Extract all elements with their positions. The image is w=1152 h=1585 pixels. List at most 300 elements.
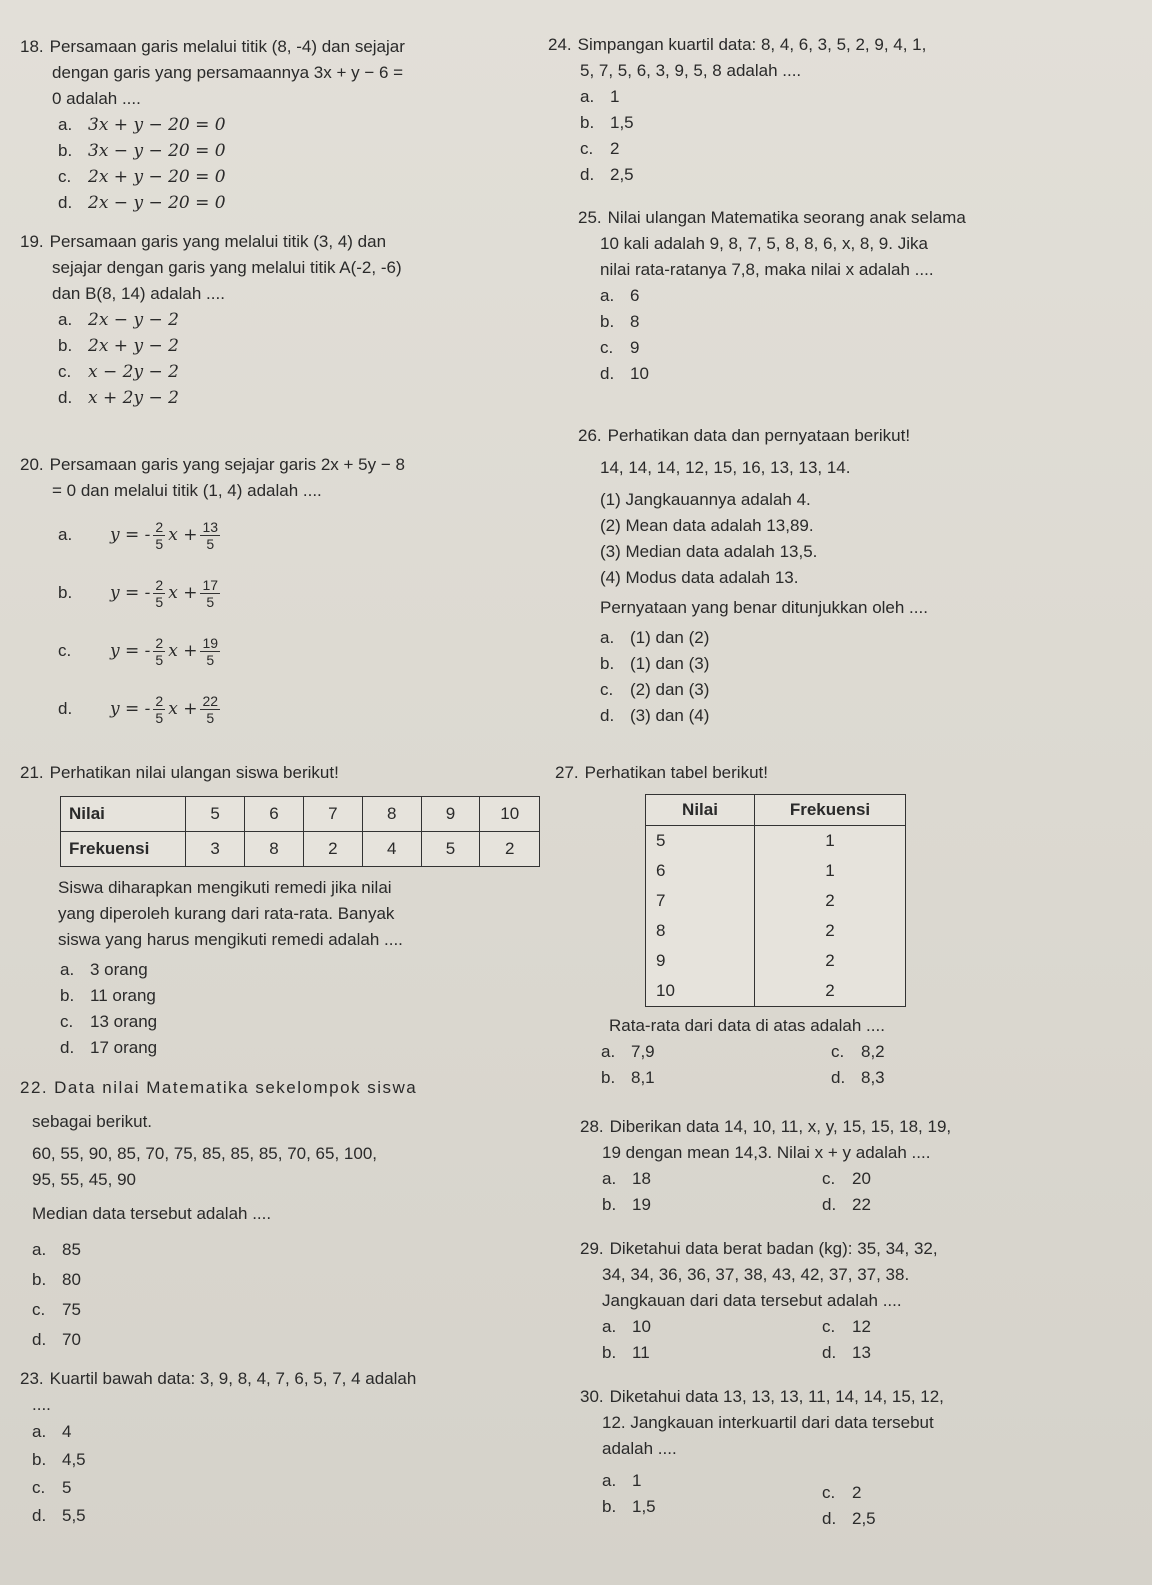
q26-option-a[interactable] — [600, 625, 1148, 651]
q27-option-a-text: 7,9 — [631, 1042, 655, 1061]
q21-option-a-letter: a. — [60, 960, 75, 979]
q22-option-a[interactable] — [32, 1235, 540, 1265]
q26-option-c[interactable] — [600, 677, 1148, 703]
q28-option-a-letter: a. — [602, 1169, 617, 1188]
q25-option-b-letter: b. — [600, 312, 615, 331]
q20-option-c-den-1: 5 — [155, 651, 164, 668]
q27-option-d[interactable] — [831, 1065, 1051, 1091]
q18-option-c-text: 2x + y − 20 = 0 — [88, 167, 226, 187]
q21-header-nilai: Nilai — [61, 797, 186, 832]
q25-option-c-text: 9 — [630, 338, 640, 357]
q20-option-b-mid: x + — [168, 583, 198, 603]
q22-stem-line-2: sebagai berikut. — [32, 1112, 153, 1131]
q23-option-c-letter: c. — [32, 1478, 46, 1497]
q20-number: 20. — [20, 455, 44, 474]
q20-options — [20, 510, 540, 734]
q29-option-c-text: 12 — [852, 1317, 871, 1336]
q30-option-d[interactable] — [822, 1506, 1042, 1532]
q29-option-d[interactable] — [822, 1340, 1042, 1366]
q27-option-c-text: 8,2 — [861, 1042, 885, 1061]
q26-stem-line-2: 14, 14, 14, 12, 15, 16, 13, 13, 14. — [600, 458, 851, 477]
q19-option-d-text: x + 2y − 2 — [88, 388, 179, 408]
q29-option-d-letter: d. — [822, 1343, 837, 1362]
q21-option-c[interactable] — [60, 1009, 540, 1035]
q21-after-line-3: siswa yang harus mengikuti remedi adalah .... — [58, 930, 403, 949]
q22-option-c-letter: c. — [32, 1300, 46, 1319]
q26-options — [578, 625, 1148, 729]
q26-stem-text-1: Perhatikan data dan pernyataan berikut! — [607, 426, 911, 445]
q21-option-d[interactable] — [60, 1035, 540, 1061]
q24-option-b-letter: b. — [580, 113, 595, 132]
table-row — [646, 916, 906, 946]
q22-option-d-text: 70 — [62, 1330, 81, 1349]
q20-option-c[interactable] — [58, 626, 540, 676]
q20-option-b-frac-2 — [200, 577, 220, 610]
q18-option-a[interactable] — [58, 112, 530, 138]
q25-option-c[interactable] — [600, 335, 1148, 361]
question-30 — [580, 1384, 1145, 1532]
q25-option-d-text: 10 — [630, 364, 649, 383]
q29-stem-line-1 — [580, 1236, 1140, 1262]
q30-option-c-text: 2 — [852, 1483, 862, 1502]
q30-option-b-letter: b. — [602, 1497, 617, 1516]
q21-option-a-text: 3 orang — [90, 960, 148, 979]
q26-option-d-letter: d. — [600, 706, 615, 725]
q24-option-c[interactable] — [580, 136, 1138, 162]
q25-option-a-letter: a. — [600, 286, 615, 305]
q27-frekuensi-cell: 2 — [755, 916, 906, 946]
q19-stem-text-1: Persamaan garis yang melalui titik (3, 4) dan — [49, 232, 387, 251]
q20-option-c-frac-1 — [153, 635, 165, 668]
q19-option-a-letter: a. — [58, 310, 73, 329]
q27-nilai-cell: 7 — [646, 886, 755, 916]
q21-frekuensi-cell: 4 — [362, 832, 421, 867]
q24-option-b[interactable] — [580, 110, 1138, 136]
q21-options — [20, 957, 540, 1061]
q23-stem-line-1 — [20, 1366, 550, 1392]
q19-options — [20, 307, 540, 411]
q27-frekuensi-cell: 2 — [755, 886, 906, 916]
q22-option-b-letter: b. — [32, 1270, 47, 1289]
q21-option-d-letter: d. — [60, 1038, 75, 1057]
table-row — [646, 976, 906, 1007]
q20-option-a-frac-1 — [153, 519, 165, 552]
q23-option-b-letter: b. — [32, 1450, 47, 1469]
table-row — [646, 946, 906, 976]
q20-option-d-den-1: 5 — [155, 709, 164, 726]
q20-option-b-num-1: 2 — [155, 576, 164, 593]
q20-option-a-num-2: 13 — [202, 518, 219, 535]
q29-option-c[interactable] — [822, 1314, 1042, 1340]
q30-option-b[interactable] — [602, 1494, 822, 1520]
q24-option-b-text: 1,5 — [610, 113, 634, 132]
q21-option-b[interactable] — [60, 983, 540, 1009]
q24-number: 24. — [548, 35, 572, 54]
q29-stem-line-2: 34, 34, 36, 36, 37, 38, 43, 42, 37, 37, 38. — [602, 1265, 910, 1284]
q27-frekuensi-cell: 2 — [755, 976, 906, 1007]
q18-option-d-text: 2x − y − 20 = 0 — [88, 193, 226, 213]
q24-option-c-letter: c. — [580, 139, 594, 158]
table-row — [646, 856, 906, 886]
q29-option-c-letter: c. — [822, 1317, 836, 1336]
q28-option-d[interactable] — [822, 1192, 1042, 1218]
q21-header-frekuensi: Frekuensi — [61, 832, 186, 867]
q27-option-b-text: 8,1 — [631, 1068, 655, 1087]
question-23 — [20, 1366, 550, 1530]
q23-option-d[interactable] — [32, 1502, 550, 1530]
q21-frequency-table — [60, 796, 540, 867]
q20-stem-line-2: = 0 dan melalui titik (1, 4) adalah .... — [52, 481, 322, 500]
q22-stem-line-1 — [20, 1075, 540, 1101]
q21-option-b-letter: b. — [60, 986, 75, 1005]
q18-option-a-letter: a. — [58, 115, 73, 134]
q21-option-b-text: 11 orang — [90, 986, 156, 1005]
q27-option-d-letter: d. — [831, 1068, 846, 1087]
table-row — [646, 826, 906, 857]
q26-option-b[interactable] — [600, 651, 1148, 677]
q20-option-a-frac-2 — [200, 519, 220, 552]
q19-stem-line-2: sejajar dengan garis yang melalui titik A(-2, -6) — [52, 258, 402, 277]
q20-option-b-prefix: y = - — [110, 583, 151, 603]
q25-option-d[interactable] — [600, 361, 1148, 387]
q24-option-c-text: 2 — [610, 139, 620, 158]
q30-option-b-text: 1,5 — [632, 1497, 656, 1516]
q29-options-col-2 — [822, 1314, 1042, 1366]
q18-option-b[interactable] — [58, 138, 530, 164]
q27-option-b-letter: b. — [601, 1068, 616, 1087]
q21-frekuensi-cell: 8 — [245, 832, 304, 867]
q24-stem-text-1: Simpangan kuartil data: 8, 4, 6, 3, 5, 2, 9, 4, 1, — [577, 35, 927, 54]
q20-option-d[interactable] — [58, 684, 540, 734]
q18-option-c-letter: c. — [58, 167, 72, 186]
q30-options-col-1 — [602, 1468, 822, 1532]
q27-nilai-cell: 9 — [646, 946, 755, 976]
q28-stem-line-2: 19 dengan mean 14,3. Nilai x + y adalah .... — [602, 1143, 931, 1162]
q25-option-c-letter: c. — [600, 338, 614, 357]
q26-option-d-text: (3) dan (4) — [630, 706, 710, 725]
q22-option-b[interactable] — [32, 1265, 540, 1295]
q30-option-d-text: 2,5 — [852, 1509, 876, 1528]
q20-option-a-mid: x + — [168, 525, 198, 545]
q27-option-c-letter: c. — [831, 1042, 845, 1061]
q18-option-b-text: 3x − y − 20 = 0 — [88, 141, 226, 161]
q21-table-row-frekuensi — [61, 832, 540, 867]
q21-frekuensi-cell: 3 — [186, 832, 245, 867]
q22-option-c[interactable] — [32, 1295, 540, 1325]
q19-option-c[interactable] — [58, 359, 540, 385]
q20-option-b-letter: b. — [58, 583, 73, 602]
q24-stem-line-1 — [548, 32, 1138, 58]
q28-option-b-letter: b. — [602, 1195, 617, 1214]
q23-stem-line-2: .... — [32, 1395, 51, 1414]
q26-option-d[interactable] — [600, 703, 1148, 729]
q28-number: 28. — [580, 1117, 604, 1136]
q20-option-a[interactable] — [58, 510, 540, 560]
q29-option-b[interactable] — [602, 1340, 822, 1366]
q24-option-a-text: 1 — [610, 87, 620, 106]
q30-option-d-letter: d. — [822, 1509, 837, 1528]
q22-option-b-text: 80 — [62, 1270, 81, 1289]
q18-option-b-letter: b. — [58, 141, 73, 160]
q22-option-d-letter: d. — [32, 1330, 47, 1349]
q22-number: 22. — [20, 1078, 49, 1097]
q19-option-a[interactable] — [58, 307, 540, 333]
q27-nilai-cell: 5 — [646, 826, 755, 857]
q23-option-b-text: 4,5 — [62, 1450, 86, 1469]
q22-option-c-text: 75 — [62, 1300, 81, 1319]
q25-stem-text-1: Nilai ulangan Matematika seorang anak selama — [607, 208, 966, 227]
question-29 — [580, 1236, 1140, 1366]
q19-option-c-text: x − 2y − 2 — [88, 362, 179, 382]
q20-option-d-frac-1 — [153, 693, 165, 726]
q27-table-header-row — [646, 795, 906, 826]
q20-option-c-mid: x + — [168, 641, 198, 661]
q25-option-b[interactable] — [600, 309, 1148, 335]
question-22 — [20, 1075, 540, 1355]
q26-stem-line-3: Pernyataan yang benar ditunjukkan oleh .... — [600, 598, 928, 617]
q24-stem-line-2: 5, 7, 5, 6, 3, 9, 5, 8 adalah .... — [580, 61, 802, 80]
q20-option-c-prefix: y = - — [110, 641, 151, 661]
q27-after-line: Rata-rata dari data di atas adalah .... — [609, 1016, 885, 1035]
q22-option-a-text: 85 — [62, 1240, 81, 1259]
q20-option-d-num-1: 2 — [155, 692, 164, 709]
q20-option-a-num-1: 2 — [155, 518, 164, 535]
q20-option-b[interactable] — [58, 568, 540, 618]
q23-number: 23. — [20, 1369, 44, 1388]
q21-after-line-1: Siswa diharapkan mengikuti remedi jika nilai — [58, 878, 392, 897]
q24-option-d-letter: d. — [580, 165, 595, 184]
q27-option-b[interactable] — [601, 1065, 821, 1091]
q30-options — [580, 1468, 1145, 1532]
q30-option-a[interactable] — [602, 1468, 822, 1494]
question-18 — [20, 34, 530, 216]
q21-stem-line — [20, 760, 540, 786]
q27-number: 27. — [555, 763, 579, 782]
q28-option-c[interactable] — [822, 1166, 1042, 1192]
q27-frekuensi-cell: 1 — [755, 826, 906, 857]
q27-nilai-cell: 10 — [646, 976, 755, 1007]
q27-nilai-cell: 8 — [646, 916, 755, 946]
question-25 — [578, 205, 1148, 387]
q20-option-c-frac-2 — [200, 635, 220, 668]
q28-option-c-text: 20 — [852, 1169, 871, 1188]
q23-option-d-text: 5,5 — [62, 1506, 86, 1525]
q26-option-b-text: (1) dan (3) — [630, 654, 710, 673]
q20-option-c-den-2: 5 — [206, 651, 215, 668]
q21-frekuensi-cell: 2 — [303, 832, 362, 867]
q27-stem-text: Perhatikan tabel berikut! — [584, 763, 768, 782]
q22-option-d[interactable] — [32, 1325, 540, 1355]
q25-option-b-text: 8 — [630, 312, 640, 331]
q27-option-c[interactable] — [831, 1039, 1051, 1065]
q27-frekuensi-cell: 1 — [755, 856, 906, 886]
q29-stem-text-1: Diketahui data berat badan (kg): 35, 34, 32, — [609, 1239, 938, 1258]
q29-option-b-letter: b. — [602, 1343, 617, 1362]
q20-option-d-letter: d. — [58, 699, 73, 718]
q27-options-col-1 — [601, 1039, 821, 1091]
q26-statement: (1) Jangkauannya adalah 4. — [600, 490, 811, 509]
q20-option-a-den-1: 5 — [155, 535, 164, 552]
q28-options — [580, 1166, 1140, 1218]
q26-stem-line-1 — [578, 423, 1148, 449]
q19-stem-line-1 — [20, 229, 540, 255]
q20-option-a-prefix: y = - — [110, 525, 151, 545]
q30-option-c-letter: c. — [822, 1483, 836, 1502]
q23-option-b[interactable] — [32, 1446, 550, 1474]
q29-option-a-letter: a. — [602, 1317, 617, 1336]
q26-statements — [578, 487, 1148, 591]
q26-option-a-text: (1) dan (2) — [630, 628, 710, 647]
q21-nilai-cell: 9 — [421, 797, 480, 832]
q30-stem-text-1: Diketahui data 13, 13, 13, 11, 14, 14, 15, 12, — [609, 1387, 944, 1406]
q20-option-c-num-1: 2 — [155, 634, 164, 651]
q22-stem-line-4: 95, 55, 45, 90 — [32, 1170, 136, 1189]
q22-stem-line-3: 60, 55, 90, 85, 70, 75, 85, 85, 85, 70, 65, 100, — [32, 1144, 377, 1163]
q30-options-col-2 — [822, 1468, 1042, 1532]
q24-option-d[interactable] — [580, 162, 1138, 188]
q22-stem-text-1: Data nilai Matematika sekelompok siswa — [54, 1078, 418, 1097]
q25-option-a[interactable] — [600, 283, 1148, 309]
q19-option-b[interactable] — [58, 333, 540, 359]
q19-option-b-text: 2x + y − 2 — [88, 336, 179, 356]
q28-option-a[interactable] — [602, 1166, 822, 1192]
q21-frekuensi-cell: 5 — [421, 832, 480, 867]
q24-options — [548, 84, 1138, 188]
q24-option-a-letter: a. — [580, 87, 595, 106]
q18-stem-line-3: 0 adalah .... — [52, 89, 141, 108]
q21-nilai-cell: 6 — [245, 797, 304, 832]
q18-option-d-letter: d. — [58, 193, 73, 212]
q23-option-a[interactable] — [32, 1418, 550, 1446]
q28-options-col-1 — [602, 1166, 822, 1218]
question-26 — [578, 423, 1148, 729]
q19-option-b-letter: b. — [58, 336, 73, 355]
question-21 — [20, 760, 540, 1061]
q23-stem-text-1: Kuartil bawah data: 3, 9, 8, 4, 7, 6, 5, 7, 4 adalah — [49, 1369, 417, 1388]
q24-option-a[interactable] — [580, 84, 1138, 110]
q27-nilai-cell: 6 — [646, 856, 755, 886]
q21-nilai-cell: 8 — [362, 797, 421, 832]
q29-options — [580, 1314, 1140, 1366]
q28-option-b[interactable] — [602, 1192, 822, 1218]
q27-stem-line — [555, 760, 1145, 786]
q18-option-c[interactable] — [58, 164, 530, 190]
q21-table-row-nilai — [61, 797, 540, 832]
q21-after-line-2: yang diperoleh kurang dari rata-rata. Banyak — [58, 904, 395, 923]
q18-options — [20, 112, 530, 216]
q20-stem-text-1: Persamaan garis yang sejajar garis 2x + 5y − 8 — [49, 455, 405, 474]
q26-statement: (3) Median data adalah 13,5. — [600, 542, 818, 561]
q28-option-d-letter: d. — [822, 1195, 837, 1214]
q20-option-c-letter: c. — [58, 641, 72, 660]
q30-option-a-text: 1 — [632, 1471, 642, 1490]
q21-option-a[interactable] — [60, 957, 540, 983]
q23-option-a-letter: a. — [32, 1422, 47, 1441]
q22-options — [20, 1235, 540, 1355]
q29-stem-line-3: Jangkauan dari data tersebut adalah .... — [602, 1291, 902, 1310]
q21-nilai-cell: 10 — [480, 797, 540, 832]
q25-stem-line-1 — [578, 205, 1148, 231]
q22-option-a-letter: a. — [32, 1240, 47, 1259]
q26-number: 26. — [578, 426, 602, 445]
q26-option-b-letter: b. — [600, 654, 615, 673]
q18-stem-text-1: Persamaan garis melalui titik (8, -4) dan sejajar — [49, 37, 405, 56]
q19-number: 19. — [20, 232, 44, 251]
q28-options-col-2 — [822, 1166, 1042, 1218]
q23-option-c-text: 5 — [62, 1478, 72, 1497]
q19-option-c-letter: c. — [58, 362, 72, 381]
q28-stem-line-1 — [580, 1114, 1140, 1140]
question-27 — [555, 760, 1145, 1091]
q20-option-b-frac-1 — [153, 577, 165, 610]
q21-stem-text: Perhatikan nilai ulangan siswa berikut! — [49, 763, 339, 782]
q20-option-d-mid: x + — [168, 699, 198, 719]
table-row — [646, 886, 906, 916]
q25-stem-line-2: 10 kali adalah 9, 8, 7, 5, 8, 8, 6, x, 8, 9. Jika — [600, 234, 928, 253]
q25-option-d-letter: d. — [600, 364, 615, 383]
q21-number: 21. — [20, 763, 44, 782]
q25-stem-line-3: nilai rata-ratanya 7,8, maka nilai x adalah .... — [600, 260, 934, 279]
q21-nilai-cell: 5 — [186, 797, 245, 832]
q18-option-d[interactable] — [58, 190, 530, 216]
q20-stem-line-1 — [20, 452, 540, 478]
q25-option-a-text: 6 — [630, 286, 640, 305]
q27-frequency-table — [645, 794, 906, 1007]
question-28 — [580, 1114, 1140, 1218]
q27-options — [555, 1039, 1145, 1091]
q20-option-d-frac-2 — [200, 693, 220, 726]
q18-stem-line-2: dengan garis yang persamaannya 3x + y − 6 = — [52, 63, 404, 82]
q19-option-a-text: 2x − y − 2 — [88, 310, 179, 330]
q20-option-d-prefix: y = - — [110, 699, 151, 719]
q30-number: 30. — [580, 1387, 604, 1406]
q19-option-d-letter: d. — [58, 388, 73, 407]
q29-options-col-1 — [602, 1314, 822, 1366]
q27-header-frekuensi: Frekuensi — [755, 795, 906, 826]
q24-option-d-text: 2,5 — [610, 165, 634, 184]
q25-options — [578, 283, 1148, 387]
q21-option-c-text: 13 orang — [90, 1012, 158, 1031]
q27-option-d-text: 8,3 — [861, 1068, 885, 1087]
question-19 — [20, 229, 540, 411]
q20-option-b-num-2: 17 — [202, 576, 219, 593]
q20-option-d-num-2: 22 — [202, 692, 219, 709]
q20-option-b-den-2: 5 — [206, 593, 215, 610]
q28-option-b-text: 19 — [632, 1195, 651, 1214]
q29-option-a[interactable] — [602, 1314, 822, 1340]
q19-stem-line-3: dan B(8, 14) adalah .... — [52, 284, 225, 303]
q28-option-a-text: 18 — [632, 1169, 651, 1188]
q30-stem-line-3: adalah .... — [602, 1439, 677, 1458]
q19-option-d[interactable] — [58, 385, 540, 411]
q27-frekuensi-cell: 2 — [755, 946, 906, 976]
q23-option-c[interactable] — [32, 1474, 550, 1502]
q30-option-c[interactable] — [822, 1480, 1042, 1506]
q27-header-nilai: Nilai — [646, 795, 755, 826]
question-20 — [20, 452, 540, 734]
q20-option-c-num-2: 19 — [202, 634, 219, 651]
q29-number: 29. — [580, 1239, 604, 1258]
q30-stem-line-1 — [580, 1384, 1145, 1410]
q20-option-d-den-2: 5 — [206, 709, 215, 726]
q28-stem-text-1: Diberikan data 14, 10, 11, x, y, 15, 15, 18, 19, — [609, 1117, 952, 1136]
q23-option-d-letter: d. — [32, 1506, 47, 1525]
q18-number: 18. — [20, 37, 44, 56]
q18-stem-line-1 — [20, 34, 530, 60]
q27-option-a[interactable] — [601, 1039, 821, 1065]
q26-statement: (2) Mean data adalah 13,89. — [600, 516, 814, 535]
q21-frekuensi-cell: 2 — [480, 832, 540, 867]
